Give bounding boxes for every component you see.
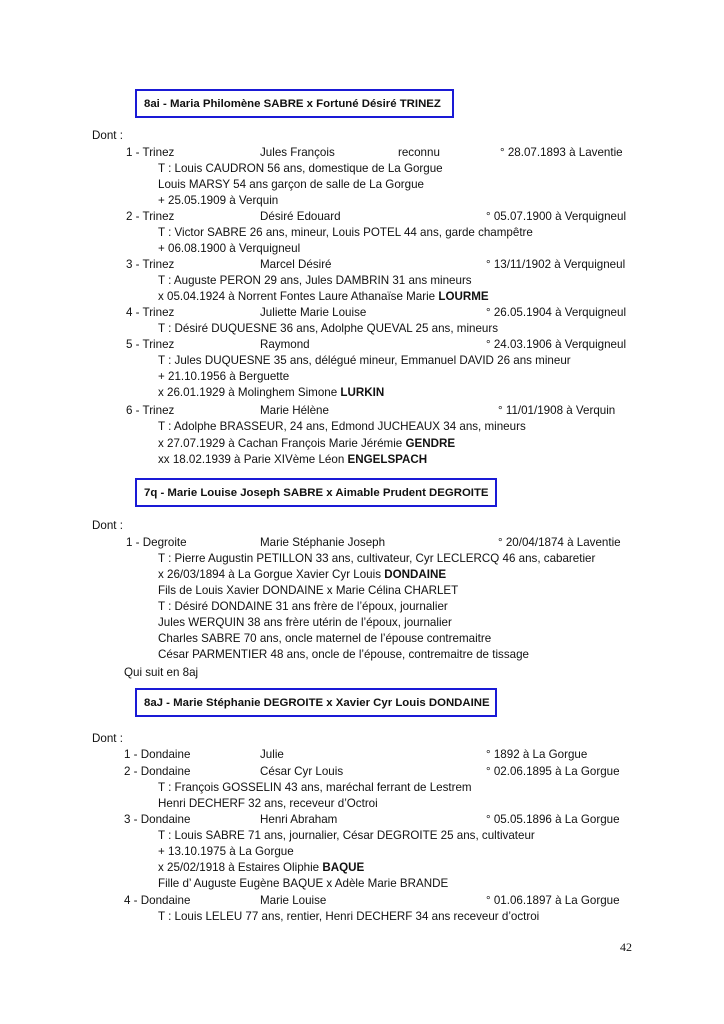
page-number: 42	[620, 940, 632, 954]
child-name: Raymond	[260, 338, 310, 351]
child-detail: + 13.10.1975 à La Gorgue	[158, 845, 294, 858]
child-detail: T : Désiré DUQUESNE 36 ans, Adolphe QUEVAL 25 ans, mineurs	[158, 322, 499, 335]
child-detail: César PARMENTIER 48 ans, oncle de l’épouse, contremaitre de tissage	[158, 648, 529, 661]
child-name: Marie Hélène	[260, 404, 329, 417]
child-detail: Fille d’ Auguste Eugène BAQUE x Adèle Marie BRANDE	[158, 877, 449, 890]
spouse-surname: ENGELSPACH	[347, 453, 428, 466]
spouse-surname: GENDRE	[405, 437, 456, 450]
child-detail: + 06.08.1900 à Verquigneul	[158, 242, 301, 255]
child-detail: T : Louis SABRE 71 ans, journalier, César DEGROITE 25 ans, cultivateur	[158, 829, 535, 842]
child-name: Marie Louise	[260, 894, 327, 907]
child-detail	[158, 436, 455, 451]
child-detail: T : Victor SABRE 26 ans, mineur, Louis POTEL 44 ans, garde champêtre	[158, 226, 533, 239]
detail-text: xx 18.02.1939 à Parie XIVème Léon	[158, 453, 348, 466]
spouse-surname: BAQUE	[322, 861, 365, 874]
child-name: Désiré Edouard	[260, 210, 341, 223]
dont-label: Dont :	[92, 519, 123, 532]
detail-text: x 27.07.1929 à Cachan François Marie Jérémie	[158, 437, 406, 450]
child-detail: T : François GOSSELIN 43 ans, maréchal ferrant de Lestrem	[158, 781, 472, 794]
detail-text: x 05.04.1924 à Norrent Fontes Laure Athanaïse Marie	[158, 290, 439, 303]
child-detail: Henri DECHERF 32 ans, receveur d’Octroi	[158, 797, 378, 810]
section-heading-text: 8ai - Maria Philomène SABRE x Fortuné Désiré TRINEZ	[144, 97, 441, 110]
child-birth: ° 11/01/1908 à Verquin	[498, 404, 616, 417]
section-footer: Qui suit en 8aj	[124, 666, 199, 679]
child-detail	[158, 289, 489, 304]
section-heading-text: 7q - Marie Louise Joseph SABRE x Aimable Prudent DEGROITE	[144, 486, 489, 499]
detail-text: x 26/03/1894 à La Gorgue Xavier Cyr Louis	[158, 568, 385, 581]
child-name: Julie	[260, 748, 284, 761]
spouse-surname: LURKIN	[340, 386, 385, 399]
child-birth: ° 01.06.1897 à La Gorgue	[486, 894, 620, 907]
spouse-surname: DONDAINE	[384, 568, 447, 581]
child-detail: Jules WERQUIN 38 ans frère utérin de l’époux, journalier	[158, 616, 452, 629]
child-birth: ° 1892 à La Gorgue	[486, 748, 588, 761]
child-num: 5 - Trinez	[126, 338, 175, 351]
child-num: 6 - Trinez	[126, 404, 175, 417]
child-detail	[158, 567, 446, 582]
child-num: 1 - Degroite	[126, 536, 187, 549]
child-num: 4 - Dondaine	[124, 894, 191, 907]
child-name: Marie Stéphanie Joseph	[260, 536, 386, 549]
child-detail	[158, 452, 427, 467]
child-detail: + 25.05.1909 à Verquin	[158, 194, 279, 207]
section-heading-7q	[135, 478, 497, 507]
child-name: Marcel Désiré	[260, 258, 332, 271]
dont-label: Dont :	[92, 732, 123, 745]
child-birth: ° 20/04/1874 à Laventie	[498, 536, 621, 549]
child-detail: Charles SABRE 70 ans, oncle maternel de l’épouse contremaitre	[158, 632, 492, 645]
child-detail: T : Jules DUQUESNE 35 ans, délégué mineur, Emmanuel DAVID 26 ans mineur	[158, 354, 571, 367]
child-name: Juliette Marie Louise	[260, 306, 367, 319]
child-birth: ° 02.06.1895 à La Gorgue	[486, 765, 620, 778]
child-birth: ° 26.05.1904 à Verquigneul	[486, 306, 627, 319]
child-note: reconnu	[398, 146, 440, 159]
detail-text: x 26.01.1929 à Molinghem Simone	[158, 386, 341, 399]
child-name: Jules François	[260, 146, 335, 159]
child-birth: ° 24.03.1906 à Verquigneul	[486, 338, 627, 351]
child-name: César Cyr Louis	[260, 765, 344, 778]
child-detail: T : Louis LELEU 77 ans, rentier, Henri DECHERF 34 ans receveur d’octroi	[158, 910, 540, 923]
child-detail: T : Adolphe BRASSEUR, 24 ans, Edmond JUCHEAUX 34 ans, mineurs	[158, 420, 526, 433]
dont-label: Dont :	[92, 129, 123, 142]
child-num: 3 - Dondaine	[124, 813, 191, 826]
child-detail: T : Désiré DONDAINE 31 ans frère de l’époux, journalier	[158, 600, 448, 613]
child-birth: ° 13/11/1902 à Verquigneul	[486, 258, 626, 271]
section-heading-8ai	[135, 89, 454, 118]
child-birth: ° 05.05.1896 à La Gorgue	[486, 813, 620, 826]
child-detail: Fils de Louis Xavier DONDAINE x Marie Célina CHARLET	[158, 584, 459, 597]
child-birth: ° 28.07.1893 à Laventie	[500, 146, 623, 159]
child-num: 4 - Trinez	[126, 306, 175, 319]
child-detail: T : Louis CAUDRON 56 ans, domestique de La Gorgue	[158, 162, 443, 175]
child-birth: ° 05.07.1900 à Verquigneul	[486, 210, 627, 223]
spouse-surname: LOURME	[438, 290, 489, 303]
child-detail	[158, 860, 364, 875]
child-detail: T : Pierre Augustin PETILLON 33 ans, cultivateur, Cyr LECLERCQ 46 ans, cabaretier	[158, 552, 596, 565]
child-detail: T : Auguste PERON 29 ans, Jules DAMBRIN 31 ans mineurs	[158, 274, 472, 287]
child-num: 2 - Trinez	[126, 210, 175, 223]
child-num: 2 - Dondaine	[124, 765, 191, 778]
child-detail	[158, 385, 384, 400]
detail-text: x 25/02/1918 à Estaires Oliphie	[158, 861, 323, 874]
child-num: 3 - Trinez	[126, 258, 175, 271]
child-name: Henri Abraham	[260, 813, 338, 826]
child-num: 1 - Dondaine	[124, 748, 191, 761]
section-heading-8aj	[135, 688, 497, 717]
child-detail: Louis MARSY 54 ans garçon de salle de La Gorgue	[158, 178, 424, 191]
child-num: 1 - Trinez	[126, 146, 175, 159]
child-detail: + 21.10.1956 à Berguette	[158, 370, 290, 383]
section-heading-text: 8aJ - Marie Stéphanie DEGROITE x Xavier Cyr Louis DONDAINE	[144, 696, 490, 709]
